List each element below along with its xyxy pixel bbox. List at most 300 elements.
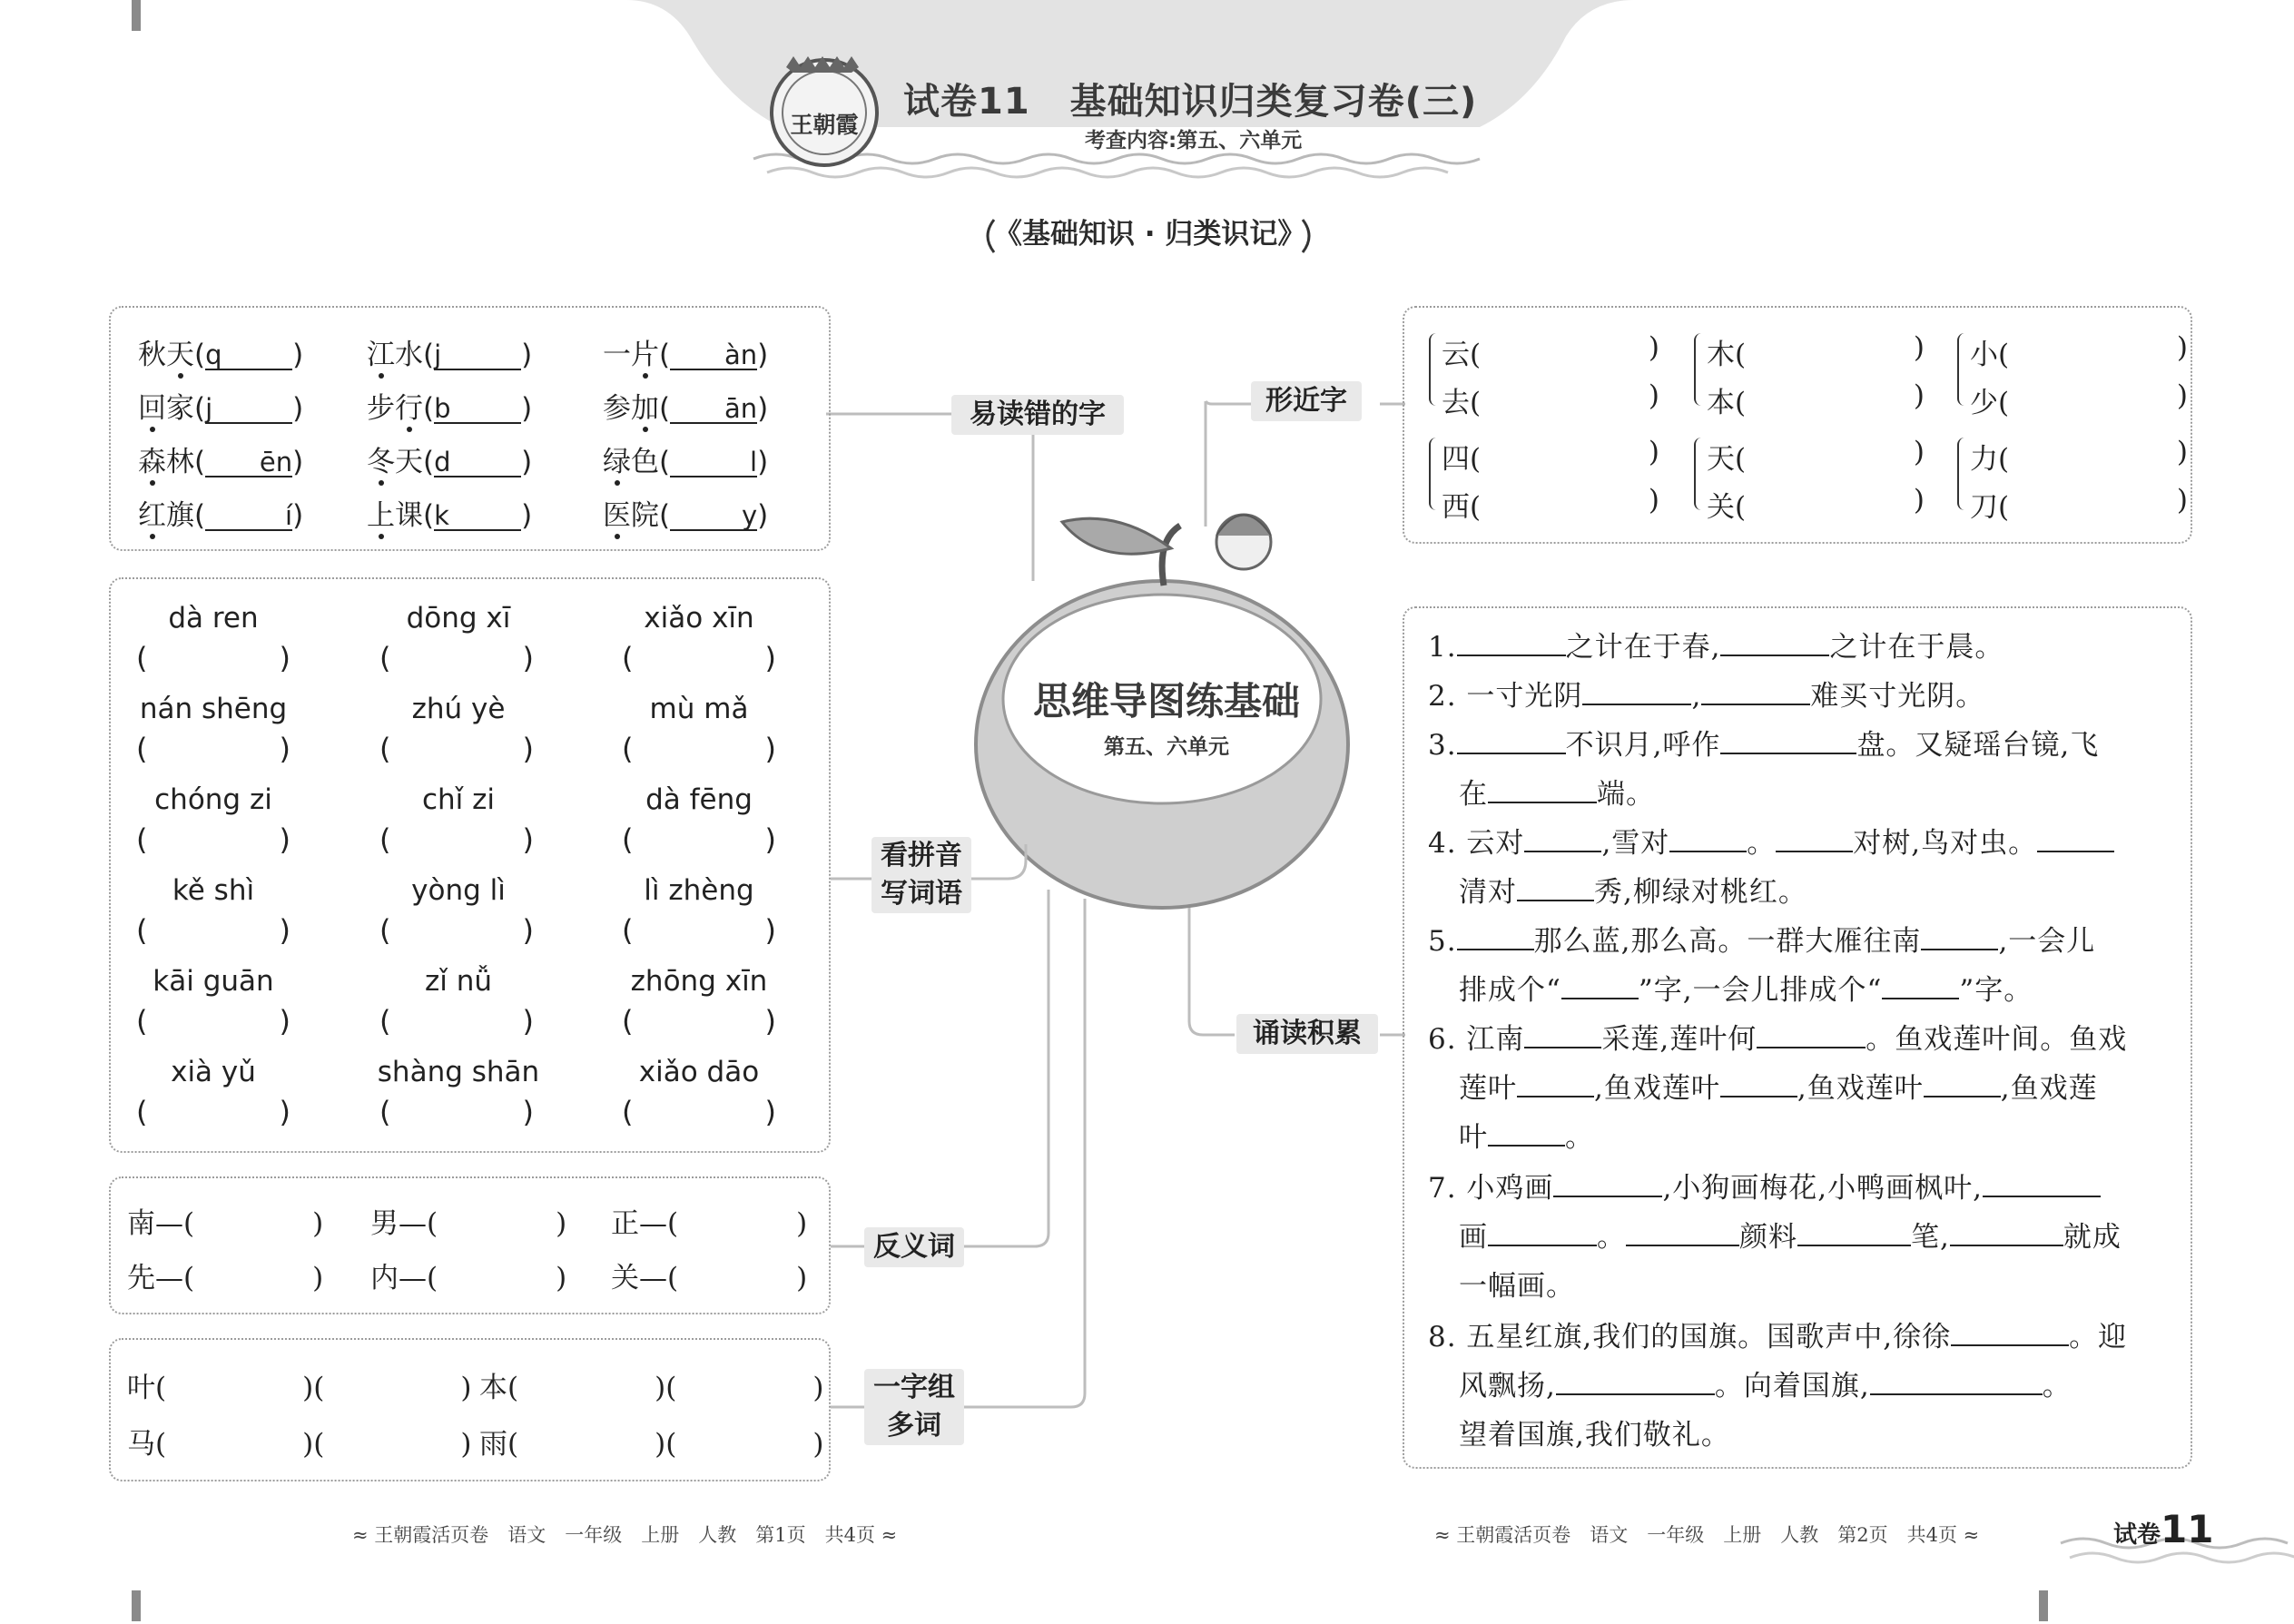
paren-open: (	[136, 822, 148, 857]
paren-open: (	[155, 1428, 167, 1461]
char: 西	[1442, 491, 1470, 524]
paren-close: )	[1913, 484, 1925, 517]
paren-close: )	[556, 1262, 567, 1294]
paren-close: )	[764, 822, 776, 857]
footer-badge: 试卷11	[2113, 1507, 2214, 1551]
paren-close: )	[279, 641, 290, 675]
answer-blank[interactable]	[1924, 1068, 2001, 1097]
answer-blank[interactable]	[1517, 1068, 1594, 1097]
paren-close: )	[1648, 436, 1659, 468]
paren-open: (	[379, 913, 391, 948]
answer-blank[interactable]	[1488, 774, 1597, 803]
char: 云	[1442, 339, 1470, 371]
answer-blank[interactable]	[1457, 627, 1566, 656]
paren-close: )	[1913, 379, 1925, 412]
pinyin-prompt: dōng xī	[406, 602, 511, 635]
pinyin-prompt: dà fēng	[645, 783, 753, 816]
char: 本	[479, 1372, 507, 1404]
answer-blank[interactable]	[1488, 1217, 1597, 1246]
paren-open: (	[379, 822, 391, 857]
answer-blank[interactable]	[1488, 1117, 1565, 1147]
brace-icon	[1957, 333, 1968, 406]
paren-open: (	[622, 732, 634, 766]
recite-line: 1. 之计在于春, 之计在于晨。	[1428, 623, 2004, 672]
dash-paren: —(	[155, 1262, 195, 1294]
paren-open: (	[1470, 443, 1482, 476]
char: 雨	[479, 1428, 507, 1461]
recite-line: 望着国旗,我们敬礼。	[1459, 1419, 1730, 1452]
paren-close: )	[279, 913, 290, 948]
answer-blank[interactable]	[1553, 1168, 1662, 1197]
paren-open: (	[659, 446, 671, 478]
paren-close: )	[522, 641, 534, 675]
similar-char-item[interactable]	[1442, 484, 1659, 525]
misread-item	[367, 331, 532, 372]
footer-wave	[2070, 1553, 2294, 1562]
answer-blank[interactable]	[1720, 627, 1829, 656]
answer-blank[interactable]	[1882, 970, 1959, 999]
paren-close: )	[279, 822, 290, 857]
recite-line: 莲叶 ,鱼戏莲叶 ,鱼戏莲叶 ,鱼戏莲	[1459, 1064, 2098, 1113]
answer-blank[interactable]	[1983, 1168, 2101, 1197]
footer-left: ≈ 王朝霞活页卷 语文 一年级 上册 人教 第1页 共4页 ≈	[352, 1524, 898, 1546]
similar-char-item[interactable]	[1970, 436, 2188, 477]
recite-line: 4. 云对 ,雪对 。 对树,鸟对虫。	[1428, 819, 2114, 868]
paren-open: (	[1735, 339, 1747, 371]
paren-open: (	[136, 732, 148, 766]
paren-open: (	[659, 339, 671, 371]
answer-parentheses[interactable]	[379, 822, 534, 857]
paren-close: )	[764, 641, 776, 675]
similar-char-item[interactable]	[1707, 331, 1925, 372]
paren-open: (	[659, 392, 671, 425]
similar-char-item[interactable]	[1970, 379, 2188, 420]
paren-open: (	[423, 499, 435, 532]
char: 秋	[138, 339, 166, 371]
answer-blank[interactable]	[2037, 823, 2114, 852]
recite-line: 2. 一寸光阴 , 难买寸光阴。	[1428, 672, 1984, 721]
char: 行	[395, 385, 423, 426]
paren-close: )	[522, 822, 534, 857]
recite-line: 一幅画。	[1459, 1270, 1575, 1303]
paren-open: (	[1735, 387, 1747, 419]
paren-close: )	[312, 1262, 324, 1294]
char: 红	[138, 492, 166, 533]
answer-parentheses[interactable]	[379, 1004, 534, 1038]
paren-open: (	[379, 1095, 391, 1129]
char: 四	[1442, 443, 1470, 476]
char: 刀	[1970, 491, 1998, 524]
paren-open: (	[1470, 387, 1482, 419]
brace-icon	[1429, 333, 1440, 406]
misread-item	[603, 438, 768, 479]
paren-open: (	[136, 913, 148, 948]
char: 课	[395, 499, 423, 532]
paren-open: (	[194, 392, 206, 425]
paren-open: (	[622, 641, 634, 675]
char: 去	[1442, 387, 1470, 419]
answer-parentheses[interactable]	[622, 1095, 776, 1129]
paren-open: (	[1470, 339, 1482, 371]
pinyin-blank[interactable]: l	[670, 448, 757, 477]
child-hair	[1216, 516, 1271, 536]
answer-parentheses[interactable]	[379, 732, 534, 766]
seal-text: 王朝霞	[790, 112, 859, 138]
char: 冬	[367, 438, 395, 479]
misread-item	[603, 492, 768, 533]
paren-open: (	[379, 732, 391, 766]
pinyin-prompt: dà ren	[168, 602, 259, 635]
char: 南	[127, 1207, 155, 1240]
pinyin-prompt: shàng shān	[377, 1056, 540, 1088]
apple-subtitle: 第五、六单元	[1104, 735, 1229, 759]
antonym-item[interactable]	[611, 1255, 807, 1295]
pinyin-blank[interactable]: b	[434, 395, 521, 424]
footer-right: ≈ 王朝霞活页卷 语文 一年级 上册 人教 第2页 共4页 ≈	[1434, 1524, 1980, 1546]
char: 先	[127, 1262, 155, 1294]
answer-parentheses[interactable]	[622, 913, 776, 948]
brace-icon	[1694, 438, 1705, 510]
paren-close: )	[522, 1095, 534, 1129]
paren-close: )	[521, 446, 533, 478]
paren-close: )	[2176, 379, 2188, 412]
label-pinyin: 看拼音 写词语	[871, 837, 971, 913]
label-recite: 诵读积累	[1236, 1014, 1378, 1054]
answer-blank[interactable]	[1776, 823, 1853, 852]
dash-paren: —(	[155, 1207, 195, 1240]
recite-line: 7. 小鸡画 ,小狗画梅花,小鸭画枫叶,	[1428, 1164, 2101, 1213]
recite-line: 叶 。	[1459, 1113, 1594, 1162]
paren-open: (	[622, 1004, 634, 1038]
answer-blank[interactable]	[1701, 676, 1810, 705]
apple-title: 思维导图练基础	[1032, 679, 1300, 723]
answer-blank[interactable]	[1457, 725, 1566, 754]
answer-blank[interactable]	[1626, 1217, 1739, 1246]
paren-close: )	[757, 392, 769, 425]
pinyin-blank[interactable]: q	[205, 341, 292, 370]
answer-parentheses[interactable]	[136, 1004, 290, 1038]
answer-blank[interactable]	[1720, 1068, 1797, 1097]
brace-icon	[1429, 438, 1440, 510]
pinyin-blank[interactable]: d	[434, 448, 521, 477]
pinyin-prompt: zhú yè	[411, 693, 506, 725]
pinyin-prompt: yòng lì	[411, 874, 506, 907]
pinyin-prompt: xià yǔ	[171, 1056, 256, 1088]
paren-close: )	[2176, 484, 2188, 517]
char: 参	[603, 392, 631, 425]
pinyin-blank[interactable]: j	[205, 395, 292, 424]
paren-close: )	[292, 339, 304, 371]
label-wordgroup: 一字组 多词	[864, 1369, 964, 1445]
answer-parentheses[interactable]	[136, 732, 290, 766]
char: 医	[603, 492, 631, 533]
pinyin-prompt: mù mǎ	[649, 693, 749, 725]
similar-char-item[interactable]	[1970, 484, 2188, 525]
paren-open: (	[1998, 491, 2010, 524]
paren-close: )	[522, 732, 534, 766]
paren-close: )	[757, 499, 769, 532]
paren-open: (	[622, 1095, 634, 1129]
answer-parentheses[interactable]	[136, 822, 290, 857]
misread-item	[138, 331, 303, 372]
char: 色	[631, 446, 659, 478]
similar-char-item[interactable]	[1707, 484, 1925, 525]
char: 一	[603, 339, 631, 371]
misread-item	[367, 385, 532, 426]
paren-close: )	[1648, 331, 1659, 364]
paren-close: )	[757, 339, 769, 371]
pinyin-blank[interactable]: àn	[670, 341, 757, 370]
page-title: 试卷11 基础知识归类复习卷(三)	[903, 81, 1478, 123]
recite-line: 3. 不识月,呼作 盘。又疑瑶台镜,飞	[1428, 721, 2099, 770]
paren-close: )	[292, 499, 304, 532]
similar-char-item[interactable]	[1442, 436, 1659, 477]
answer-parentheses[interactable]	[136, 1095, 290, 1129]
answer-parentheses[interactable]	[622, 1004, 776, 1038]
paren-close: )	[279, 732, 290, 766]
paren-close: )	[521, 499, 533, 532]
wordgroup-item[interactable]	[127, 1364, 471, 1405]
paren-close: )	[796, 1262, 808, 1294]
pinyin-prompt: xiǎo xīn	[644, 602, 754, 635]
misread-item	[603, 331, 768, 372]
pinyin-prompt: zǐ nǚ	[424, 965, 493, 998]
paren-open: (	[507, 1372, 519, 1404]
misread-item	[367, 492, 532, 533]
pinyin-prompt: kāi guān	[153, 965, 274, 998]
char: 水	[395, 339, 423, 371]
antonym-item[interactable]	[127, 1200, 323, 1241]
answer-blank[interactable]	[1582, 676, 1691, 705]
char: 绿	[603, 438, 631, 479]
answer-blank[interactable]	[1951, 1317, 2069, 1346]
pinyin-prompt: zhōng xīn	[630, 965, 768, 998]
char: 小	[1970, 339, 1998, 371]
answer-blank[interactable]	[1524, 823, 1601, 852]
recite-line: 5. 那么蓝,那么高。一群大雁往南 ,一会儿	[1428, 917, 2095, 966]
answer-blank[interactable]	[1757, 1019, 1866, 1048]
dash-paren: —(	[399, 1262, 438, 1294]
paren-open: (	[136, 1004, 148, 1038]
paren-close: )	[460, 1428, 472, 1461]
paren-close: )	[1913, 436, 1925, 468]
recite-line: 排成个“ ”字,一会儿排成个“ ”字。	[1459, 966, 2033, 1015]
paren-close: )	[1648, 379, 1659, 412]
similar-char-item[interactable]	[1707, 436, 1925, 477]
paren-open: (	[1998, 443, 2010, 476]
char: 正	[611, 1207, 639, 1240]
answer-parentheses[interactable]	[622, 822, 776, 857]
similar-char-item[interactable]	[1970, 331, 2188, 372]
pinyin-prompt: lì zhèng	[644, 874, 754, 907]
paren-close: )	[279, 1095, 290, 1129]
pinyin-blank[interactable]: y	[670, 502, 757, 531]
paren-open: (	[423, 446, 435, 478]
similar-char-item[interactable]	[1707, 379, 1925, 420]
paren-close: )	[764, 1004, 776, 1038]
char: 叶	[127, 1372, 155, 1404]
paren-close: )	[521, 339, 533, 371]
answer-blank[interactable]	[1457, 921, 1534, 950]
misread-item	[603, 385, 768, 426]
pinyin-blank[interactable]: j	[434, 341, 521, 370]
paren-open: (	[155, 1372, 167, 1404]
char: 步	[367, 392, 395, 425]
paren-close: )	[279, 1004, 290, 1038]
answer-parentheses[interactable]	[136, 641, 290, 675]
pinyin-prompt: kě shì	[172, 874, 255, 907]
wave-decoration	[767, 168, 1448, 177]
paren-close: )	[764, 913, 776, 948]
paren-mid: )(	[655, 1372, 677, 1404]
label-similar: 形近字	[1251, 381, 1362, 421]
paren-close: )	[812, 1372, 824, 1404]
paren-close: )	[292, 392, 304, 425]
char: 天	[166, 331, 194, 372]
char: 木	[1707, 339, 1735, 371]
paren-close: )	[764, 1095, 776, 1129]
paren-open: (	[136, 641, 148, 675]
paren-close: )	[796, 1207, 808, 1240]
paren-open: (	[1470, 491, 1482, 524]
paren-open: (	[1735, 443, 1747, 476]
antonym-item[interactable]	[611, 1200, 807, 1241]
antonym-item[interactable]	[370, 1255, 566, 1295]
paren-close: )	[2176, 436, 2188, 468]
char: 加	[631, 385, 659, 426]
answer-blank[interactable]	[1556, 1366, 1715, 1395]
char: 森	[138, 438, 166, 479]
pinyin-prompt: nán shēng	[139, 693, 288, 725]
brace-icon	[1694, 333, 1705, 406]
misread-item	[138, 385, 303, 426]
answer-blank[interactable]	[1524, 1019, 1601, 1048]
answer-blank[interactable]	[1669, 823, 1747, 852]
misread-item	[138, 492, 303, 533]
answer-blank[interactable]	[1870, 1366, 2043, 1395]
paren-open: (	[423, 339, 435, 371]
char: 关	[1707, 491, 1735, 524]
misread-item	[367, 438, 532, 479]
wordgroup-item[interactable]	[127, 1421, 471, 1462]
char: 江	[367, 331, 395, 372]
apple-stem	[1162, 526, 1180, 586]
apple-leaf	[1062, 518, 1171, 554]
pinyin-blank[interactable]: ēn	[205, 448, 292, 477]
char: 天	[395, 446, 423, 478]
answer-parentheses[interactable]	[136, 913, 290, 948]
answer-blank[interactable]	[1921, 921, 1998, 950]
wordgroup-item[interactable]	[479, 1364, 823, 1405]
recite-line: 8. 五星红旗,我们的国旗。国歌声中,徐徐 。迎	[1428, 1313, 2127, 1362]
recite-line: 风飘扬, 。向着国旗, 。	[1459, 1362, 2072, 1411]
char: 内	[370, 1262, 399, 1294]
paren-open: (	[659, 499, 671, 532]
paren-open: (	[379, 641, 391, 675]
pinyin-blank[interactable]: ān	[670, 395, 757, 424]
answer-parentheses[interactable]	[622, 641, 776, 675]
char: 院	[631, 499, 659, 532]
similar-char-item[interactable]	[1442, 331, 1659, 372]
answer-blank[interactable]	[1561, 970, 1639, 999]
answer-parentheses[interactable]	[622, 732, 776, 766]
pinyin-prompt: chǐ zi	[421, 783, 496, 816]
recite-line: 画 。 颜料 笔, 就成	[1459, 1213, 2122, 1262]
paren-open: (	[1998, 387, 2010, 419]
answer-parentheses[interactable]	[379, 913, 534, 948]
paren-close: )	[764, 732, 776, 766]
char: 片	[631, 331, 659, 372]
answer-parentheses[interactable]	[379, 641, 534, 675]
paren-close: )	[1913, 331, 1925, 364]
paren-close: )	[460, 1372, 472, 1404]
paren-mid: )(	[302, 1372, 325, 1404]
paren-open: (	[423, 392, 435, 425]
char: 男	[370, 1207, 399, 1240]
recite-line: 6. 江南 采莲,莲叶何 。鱼戏莲叶间。鱼戏	[1428, 1015, 2127, 1064]
dash-paren: —(	[639, 1207, 679, 1240]
char: 关	[611, 1262, 639, 1294]
answer-blank[interactable]	[1517, 872, 1594, 901]
paren-close: )	[1648, 484, 1659, 517]
pinyin-blank[interactable]: k	[434, 502, 521, 531]
char: 少	[1970, 387, 1998, 419]
answer-blank[interactable]	[1950, 1217, 2063, 1246]
antonym-item[interactable]	[127, 1255, 323, 1295]
pinyin-blank[interactable]: í	[205, 502, 292, 531]
paren-close: )	[522, 913, 534, 948]
pinyin-prompt: xiǎo dāo	[638, 1056, 760, 1088]
paren-open: (	[136, 1095, 148, 1129]
dash-paren: —(	[399, 1207, 438, 1240]
laurel-left	[988, 220, 994, 252]
answer-blank[interactable]	[1797, 1217, 1911, 1246]
char: 天	[1707, 443, 1735, 476]
wave-decoration	[753, 154, 1480, 163]
paren-open: (	[1735, 491, 1747, 524]
paren-close: )	[757, 446, 769, 478]
dash-paren: —(	[639, 1262, 679, 1294]
char: 旗	[166, 499, 194, 532]
char: 林	[166, 446, 194, 478]
paren-open: (	[507, 1428, 519, 1461]
brace-icon	[1957, 438, 1968, 510]
char: 上	[367, 492, 395, 533]
paren-close: )	[2176, 331, 2188, 364]
paren-mid: )(	[302, 1428, 325, 1461]
paren-open: (	[379, 1004, 391, 1038]
char: 家	[166, 392, 194, 425]
paren-close: )	[556, 1207, 567, 1240]
paren-open: (	[622, 913, 634, 948]
paren-close: )	[292, 446, 304, 478]
similar-char-item[interactable]	[1442, 379, 1659, 420]
paren-open: (	[622, 822, 634, 857]
paren-close: )	[521, 392, 533, 425]
antonym-item[interactable]	[370, 1200, 566, 1241]
answer-parentheses[interactable]	[379, 1095, 534, 1129]
wordgroup-item[interactable]	[479, 1421, 823, 1462]
page-subtitle: 考查内容:第五、六单元	[1085, 129, 1303, 153]
paren-open: (	[194, 499, 206, 532]
answer-blank[interactable]	[1720, 725, 1856, 754]
recite-line: 在 端。	[1459, 770, 1655, 819]
label-misread: 易读错的字	[951, 395, 1124, 435]
label-antonyms: 反义词	[864, 1227, 964, 1267]
char: 回	[138, 385, 166, 426]
paren-mid: )(	[655, 1428, 677, 1461]
paren-open: (	[194, 446, 206, 478]
